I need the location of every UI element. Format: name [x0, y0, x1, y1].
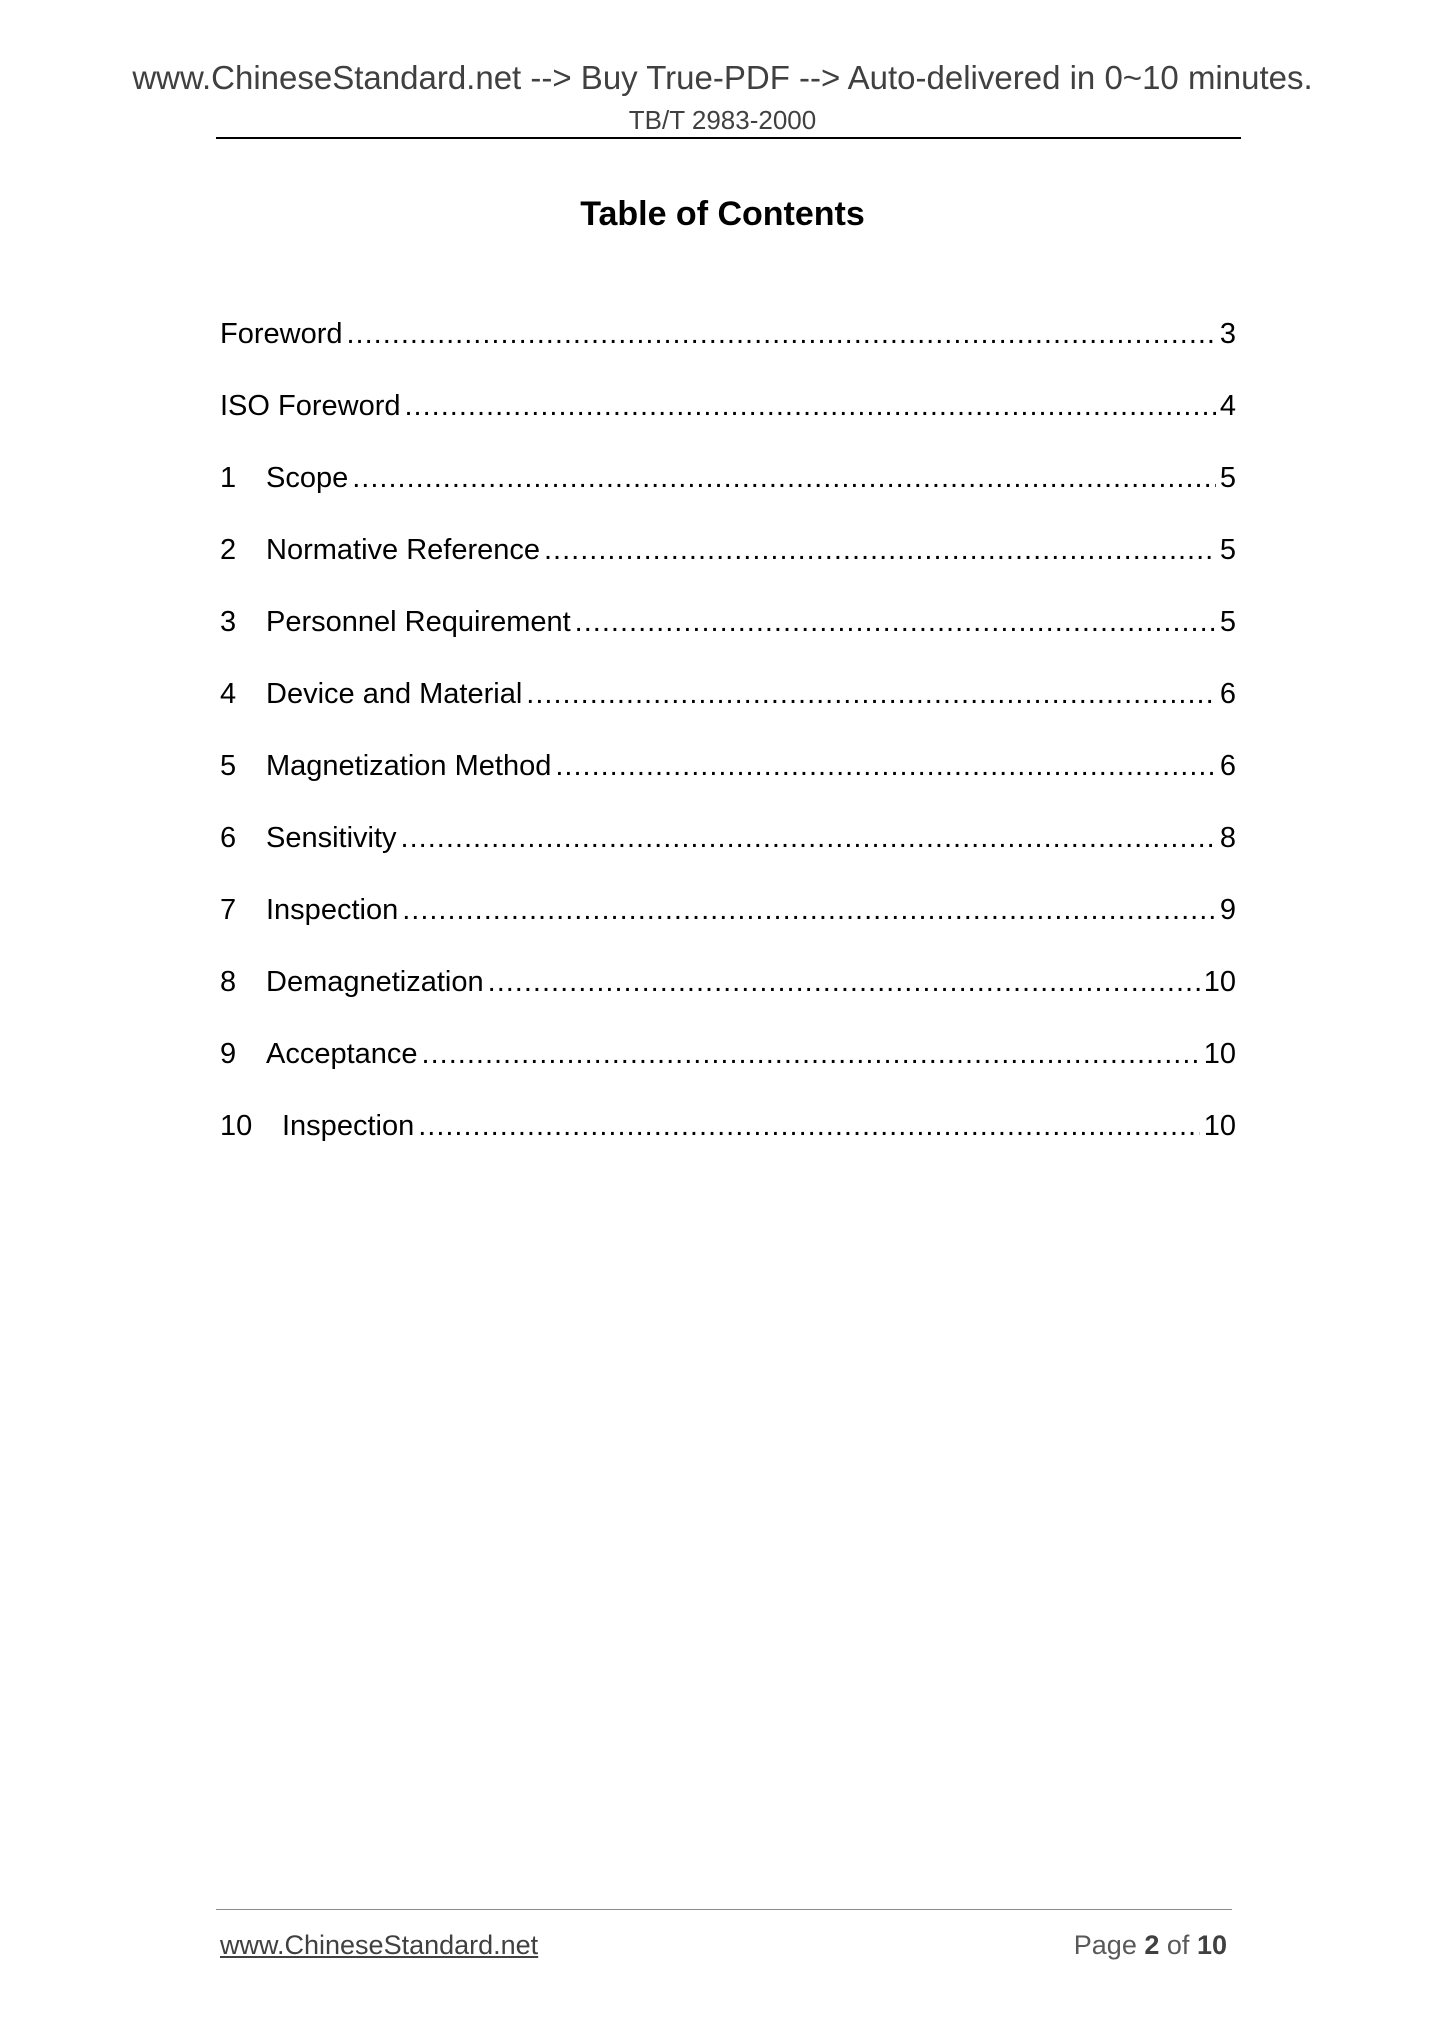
toc-entry-number: 9 — [220, 1038, 237, 1070]
toc-entry-page: 5 — [1219, 462, 1236, 494]
toc-entry-sensitivity[interactable] — [220, 818, 1236, 890]
header-banner[interactable]: www.ChineseStandard.net --> Buy True-PDF --> Auto-delivered in 0~10 minutes. — [132, 59, 1313, 96]
toc-entry-title: Magnetization Method — [266, 750, 552, 782]
toc-entry-acceptance[interactable] — [220, 1034, 1236, 1106]
toc-entry-title: Acceptance — [266, 1038, 418, 1070]
toc-entry-number: 8 — [220, 966, 237, 998]
toc-entry-page: 6 — [1219, 678, 1236, 710]
toc-dot-leader — [402, 890, 1216, 930]
toc-dot-leader — [422, 1034, 1200, 1074]
toc-dot-leader — [405, 386, 1216, 426]
page-label: Page — [1073, 1930, 1137, 1960]
current-page: 2 — [1144, 1930, 1160, 1960]
toc-entry-title: Foreword — [220, 318, 343, 350]
toc-dot-leader — [418, 1106, 1200, 1146]
toc-entry-page: 3 — [1219, 318, 1236, 350]
toc-entry-page: 8 — [1219, 822, 1236, 854]
toc-entry-personnel-requirement[interactable] — [220, 602, 1236, 674]
page-number — [1074, 1928, 1227, 1962]
toc-dot-leader — [526, 674, 1216, 714]
toc-entry-device-and-material[interactable] — [220, 674, 1236, 746]
toc-entry-number: 1 — [220, 462, 237, 494]
toc-entry-number: 6 — [220, 822, 237, 854]
toc-entry-magnetization-method[interactable] — [220, 746, 1236, 818]
toc-entry-number: 4 — [220, 678, 237, 710]
toc-entry-inspection-10[interactable] — [220, 1106, 1236, 1178]
footer-website-link[interactable]: www.ChineseStandard.net — [220, 1930, 539, 1960]
toc-entry-page: 9 — [1219, 894, 1236, 926]
toc-entry-page: 10 — [1203, 966, 1236, 998]
toc-entry-number: 10 — [220, 1110, 253, 1142]
toc-title: Table of Contents — [580, 195, 865, 233]
toc-dot-leader — [575, 602, 1216, 642]
header-divider — [216, 137, 1241, 139]
toc-entry-title: Normative Reference — [266, 534, 540, 566]
toc-dot-leader — [544, 530, 1216, 570]
toc-entry-iso-foreword[interactable] — [220, 386, 1236, 458]
toc-entry-normative-reference[interactable] — [220, 530, 1236, 602]
toc-entry-number: 2 — [220, 534, 237, 566]
toc-entry-number: 7 — [220, 894, 237, 926]
toc-entry-page: 4 — [1219, 390, 1236, 422]
standard-code: TB/T 2983-2000 — [628, 105, 817, 135]
toc-entry-scope[interactable] — [220, 458, 1236, 530]
toc-entry-foreword[interactable] — [220, 314, 1236, 386]
toc-dot-leader — [488, 962, 1200, 1002]
toc-entry-title: ISO Foreword — [220, 390, 401, 422]
toc-entry-page: 5 — [1219, 534, 1236, 566]
toc-entry-title: Inspection — [282, 1110, 415, 1142]
toc-dot-leader — [347, 314, 1216, 354]
toc-entry-number: 5 — [220, 750, 237, 782]
toc-entry-inspection[interactable] — [220, 890, 1236, 962]
toc-entry-page: 10 — [1203, 1110, 1236, 1142]
total-pages: 10 — [1196, 1930, 1227, 1960]
toc-entry-title: Sensitivity — [266, 822, 397, 854]
toc-dot-leader — [352, 458, 1216, 498]
toc-dot-leader — [401, 818, 1216, 858]
toc-entry-demagnetization[interactable] — [220, 962, 1236, 1034]
toc-entry-number: 3 — [220, 606, 237, 638]
toc-entry-page: 10 — [1203, 1038, 1236, 1070]
toc-entry-page: 6 — [1219, 750, 1236, 782]
toc-entry-title: Device and Material — [266, 678, 523, 710]
footer-divider — [216, 1909, 1232, 1910]
page-of-label: of — [1166, 1930, 1190, 1960]
toc-entry-title: Inspection — [266, 894, 399, 926]
toc-list — [220, 314, 1236, 1178]
toc-dot-leader — [555, 746, 1216, 786]
toc-entry-title: Demagnetization — [266, 966, 484, 998]
toc-entry-title: Scope — [266, 462, 349, 494]
toc-entry-page: 5 — [1219, 606, 1236, 638]
toc-entry-title: Personnel Requirement — [266, 606, 571, 638]
